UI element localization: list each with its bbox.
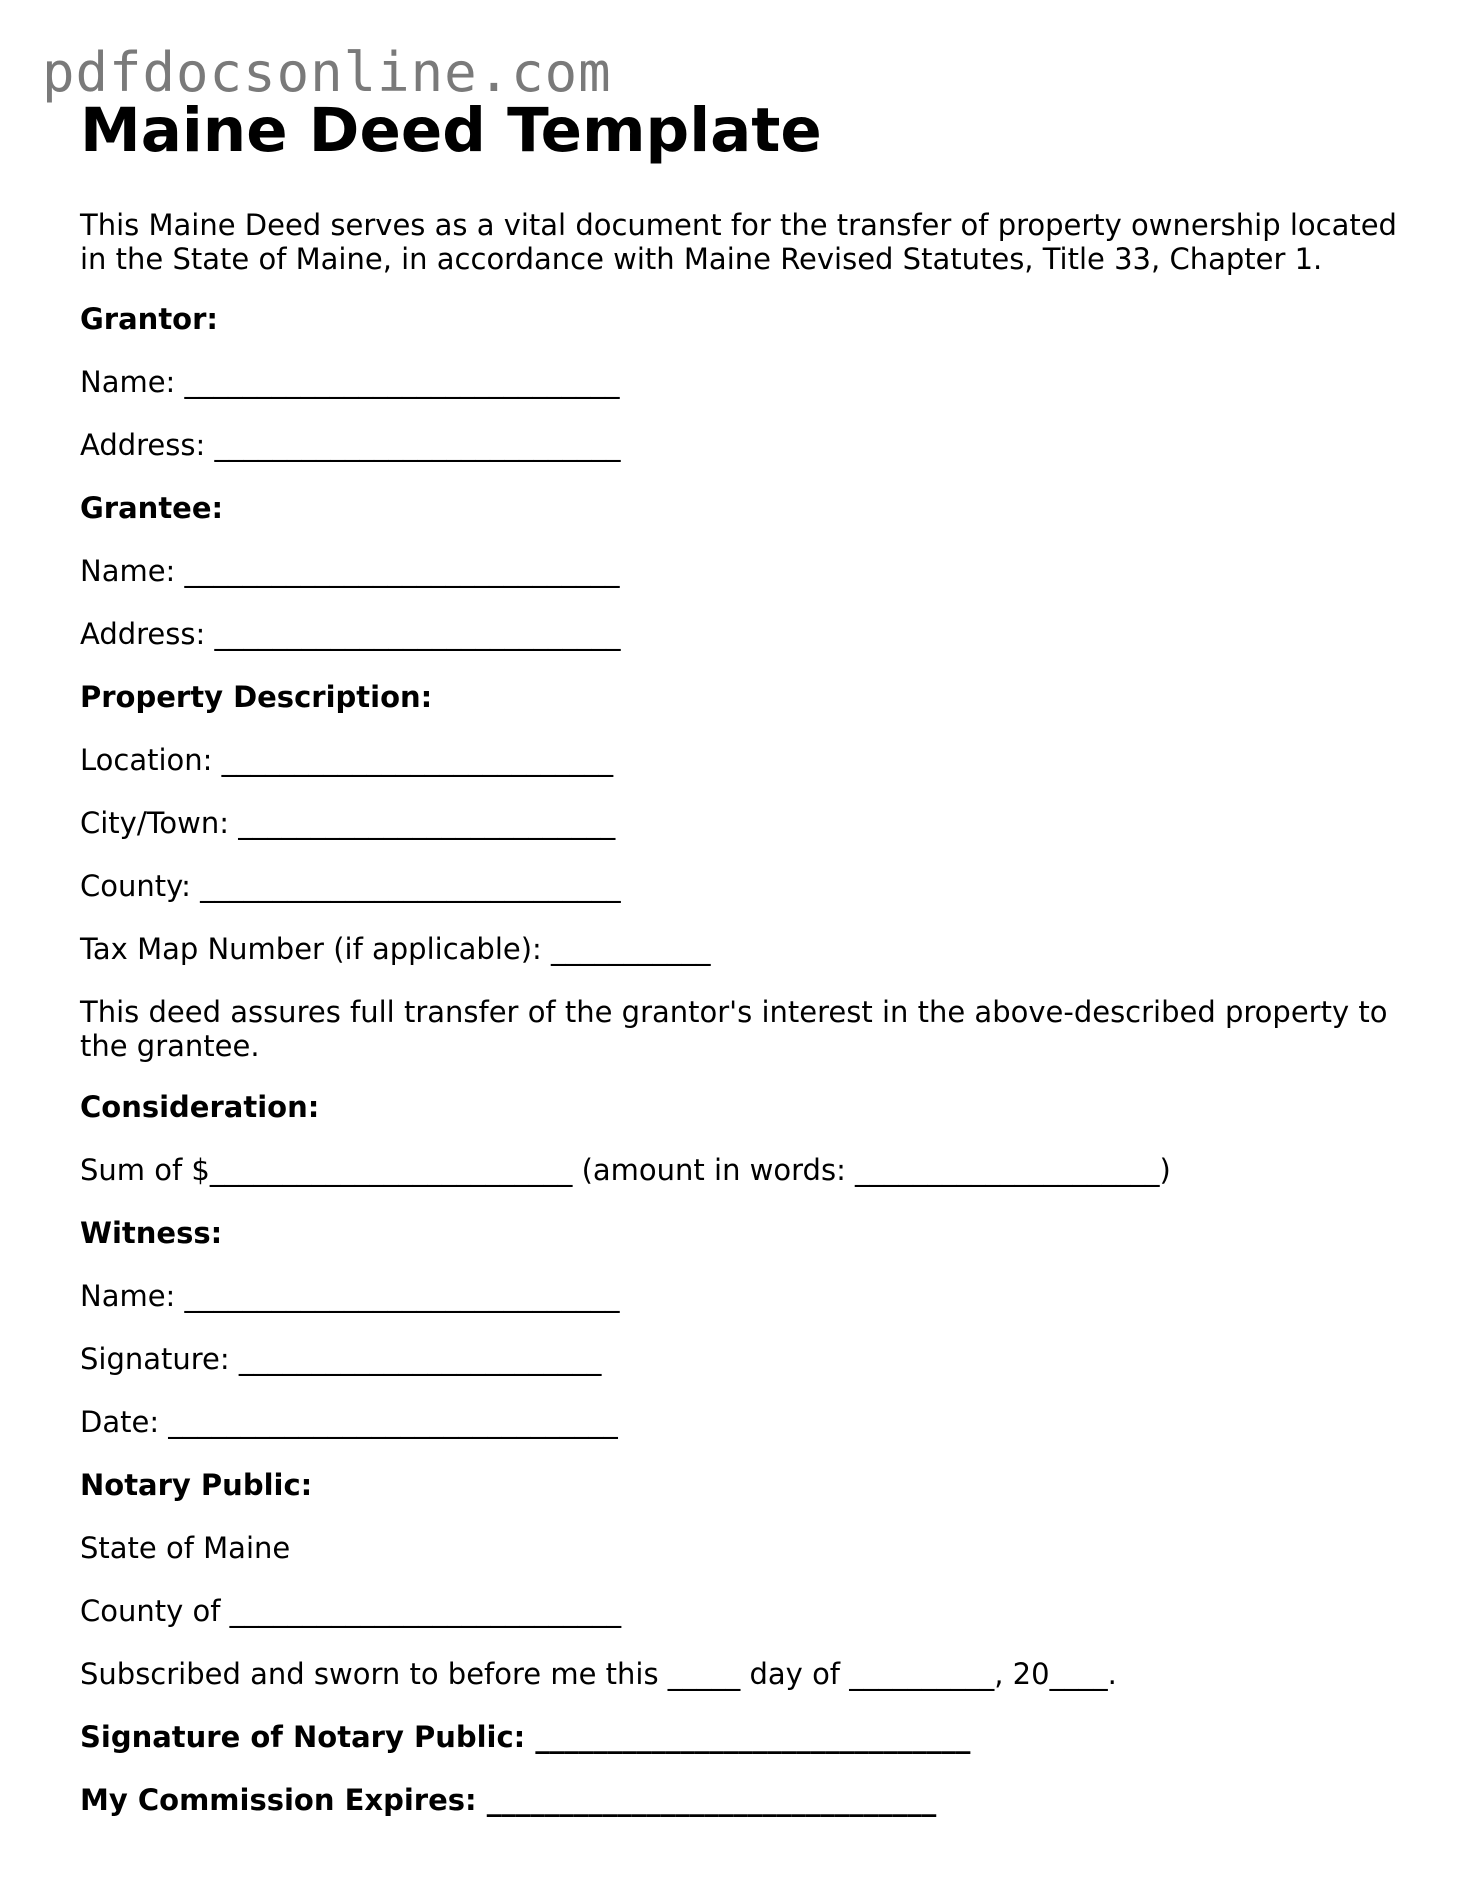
grantee-address-field[interactable]: Address: ____________________________	[80, 617, 621, 651]
property-location-field[interactable]: Location: ___________________________	[80, 743, 614, 777]
consideration-heading: Consideration:	[80, 1090, 320, 1124]
watermark-logo: pdfdocsonline.com	[42, 41, 612, 104]
property-county-field[interactable]: County: _____________________________	[80, 869, 621, 903]
tax-map-number-field[interactable]: Tax Map Number (if applicable): ___________	[80, 932, 711, 966]
page-title: Maine Deed Template	[80, 95, 822, 166]
notary-heading: Notary Public:	[80, 1468, 313, 1502]
grantee-name-field[interactable]: Name: ______________________________	[80, 554, 620, 588]
grantor-name-field[interactable]: Name: ______________________________	[80, 365, 620, 399]
witness-name-field[interactable]: Name: ______________________________	[80, 1279, 620, 1313]
transfer-statement: This deed assures full transfer of the grantor's interest in the above-described property to the grantee.	[80, 995, 1388, 1063]
property-city-field[interactable]: City/Town: __________________________	[80, 806, 616, 840]
notary-state-text: State of Maine	[80, 1531, 291, 1565]
notary-commission-expires-field[interactable]: My Commission Expires: _______________________________	[80, 1783, 937, 1817]
intro-paragraph: This Maine Deed serves as a vital document for the transfer of property ownership located in the State of Maine, in accordance with Maine Revised Statutes, Title 33, Chapter 1.	[80, 208, 1397, 276]
notary-sworn-date-field[interactable]: Subscribed and sworn to before me this _____ day of __________, 20____.	[80, 1657, 1117, 1691]
witness-date-field[interactable]: Date: _______________________________	[80, 1405, 618, 1439]
grantor-heading: Grantor:	[80, 302, 219, 336]
witness-signature-field[interactable]: Signature: _________________________	[80, 1342, 602, 1376]
grantor-address-field[interactable]: Address: ____________________________	[80, 428, 621, 462]
document-body	[80, 208, 1400, 1846]
property-description-heading: Property Description:	[80, 680, 433, 714]
consideration-sum-field[interactable]: Sum of $_________________________ (amount in words: _____________________)	[80, 1153, 1171, 1187]
notary-signature-field[interactable]: Signature of Notary Public: ______________________________	[80, 1720, 971, 1754]
notary-county-field[interactable]: County of ___________________________	[80, 1594, 622, 1628]
grantee-heading: Grantee:	[80, 491, 224, 525]
witness-heading: Witness:	[80, 1216, 223, 1250]
